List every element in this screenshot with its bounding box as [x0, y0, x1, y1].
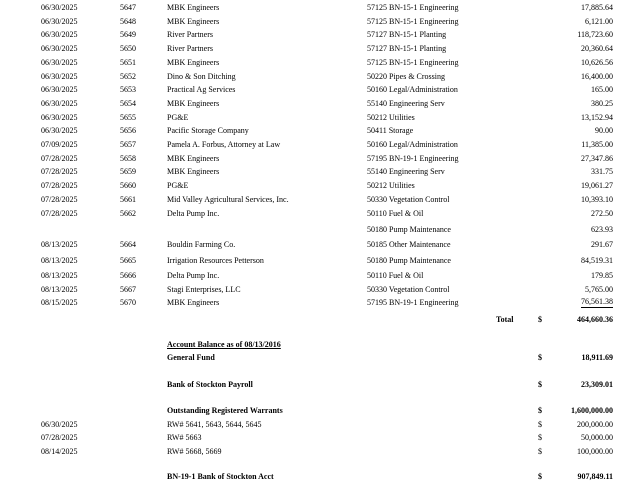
row-date: 07/09/2025: [41, 140, 78, 149]
row-date: 06/30/2025: [41, 85, 78, 94]
table-row: [0, 255, 640, 267]
warrants-currency: $: [538, 406, 542, 415]
warrants-row: [0, 405, 640, 417]
row-account: 50212 Utilities: [367, 113, 415, 122]
row-date: 06/30/2025: [41, 44, 78, 53]
row-check-number: 5654: [120, 99, 136, 108]
table-row: [0, 139, 640, 151]
warrant-amount: 100,000.00: [577, 447, 613, 456]
row-date: 06/30/2025: [41, 99, 78, 108]
warrants-label: Outstanding Registered Warrants: [167, 406, 283, 415]
row-date: 07/28/2025: [41, 154, 78, 163]
warrant-amount: 50,000.00: [581, 433, 613, 442]
total-row: [0, 314, 640, 326]
row-amount: 13,152.94: [581, 113, 613, 122]
row-check-number: 5660: [120, 181, 136, 190]
row-vendor: MBK Engineers: [167, 167, 220, 176]
table-row: [0, 16, 640, 28]
row-date: 07/28/2025: [41, 167, 78, 176]
table-row: [0, 125, 640, 137]
row-date: 08/13/2025: [41, 256, 78, 265]
general-fund-currency: $: [538, 353, 542, 362]
row-amount: 291.67: [591, 240, 613, 249]
bn-acct-amount: 907,849.11: [577, 472, 613, 481]
balance-title: Account Balance as of 08/13/2016: [167, 340, 281, 349]
row-vendor: PG&E: [167, 113, 189, 122]
row-amount: 10,626.56: [581, 58, 613, 67]
row-account: 50180 Pump Maintenance: [367, 256, 451, 265]
row-check-number: 5650: [120, 44, 136, 53]
row-account: 50330 Vegetation Control: [367, 195, 450, 204]
row-check-number: 5658: [120, 154, 136, 163]
table-row: [0, 84, 640, 96]
table-row: [0, 57, 640, 69]
row-amount: 16,400.00: [581, 72, 613, 81]
table-row: [0, 29, 640, 41]
row-vendor: Bouldin Farming Co.: [167, 240, 236, 249]
row-check-number: 5657: [120, 140, 136, 149]
row-vendor: MBK Engineers: [167, 3, 220, 12]
row-check-number: 5665: [120, 256, 136, 265]
row-vendor: MBK Engineers: [167, 17, 220, 26]
row-check-number: 5656: [120, 126, 136, 135]
row-date: 08/13/2025: [41, 240, 78, 249]
row-amount: 6,121.00: [585, 17, 613, 26]
table-row: [0, 2, 640, 14]
row-account: 55140 Engineering Serv: [367, 167, 445, 176]
row-account: 50160 Legal/Administration: [367, 140, 458, 149]
row-vendor: Pacific Storage Company: [167, 126, 249, 135]
row-account: 57125 BN-15-1 Engineering: [367, 3, 459, 12]
warrant-date: 06/30/2025: [41, 420, 78, 429]
row-account: 55140 Engineering Serv: [367, 99, 445, 108]
warrant-row: [0, 432, 640, 444]
warrant-amount: 200,000.00: [577, 420, 613, 429]
warrant-currency: $: [538, 447, 542, 456]
row-check-number: 5647: [120, 3, 136, 12]
row-vendor: River Partners: [167, 44, 213, 53]
total-amount: 464,660.36: [577, 315, 613, 324]
row-amount: 84,519.31: [581, 256, 613, 265]
row-check-number: 5666: [120, 271, 136, 280]
row-amount: 118,723.60: [577, 30, 613, 39]
warrant-currency: $: [538, 420, 542, 429]
row-vendor: MBK Engineers: [167, 99, 220, 108]
warrant-ref: RW# 5641, 5643, 5644, 5645: [167, 420, 262, 429]
row-amount: 20,360.64: [581, 44, 613, 53]
warrant-row: [0, 446, 640, 458]
row-check-number: 5661: [120, 195, 136, 204]
table-row: [0, 166, 640, 178]
row-account: 57127 BN-15-1 Planting: [367, 44, 447, 53]
row-account: 50220 Pipes & Crossing: [367, 72, 446, 81]
row-vendor: River Partners: [167, 30, 213, 39]
warrant-ref: RW# 5663: [167, 433, 202, 442]
table-row: [0, 270, 640, 282]
row-vendor: Mid Valley Agricultural Services, Inc.: [167, 195, 289, 204]
row-account: 50180 Pump Maintenance: [367, 225, 451, 234]
row-check-number: 5651: [120, 58, 136, 67]
table-row: [0, 180, 640, 192]
row-check-number: 5648: [120, 17, 136, 26]
general-fund-amount: 18,911.69: [581, 353, 613, 362]
general-fund-label: General Fund: [167, 353, 215, 362]
row-check-number: 5664: [120, 240, 136, 249]
row-date: 06/30/2025: [41, 3, 78, 12]
row-date: 06/30/2025: [41, 17, 78, 26]
bn-acct-label: BN-19-1 Bank of Stockton Acct: [167, 472, 274, 481]
row-vendor: Stagi Enterprises, LLC: [167, 285, 241, 294]
warrant-currency: $: [538, 433, 542, 442]
row-date: 08/13/2025: [41, 271, 78, 280]
row-check-number: 5655: [120, 113, 136, 122]
payroll-amount: 23,309.01: [581, 380, 613, 389]
row-vendor: Practical Ag Services: [167, 85, 236, 94]
row-amount: 331.75: [591, 167, 613, 176]
row-date: 06/30/2025: [41, 58, 78, 67]
row-date: 07/28/2025: [41, 209, 78, 218]
row-account: 50160 Legal/Administration: [367, 85, 458, 94]
total-currency: $: [538, 315, 542, 324]
row-amount: 380.25: [591, 99, 613, 108]
row-vendor: Dino & Son Ditching: [167, 72, 236, 81]
warrant-ref: RW# 5668, 5669: [167, 447, 222, 456]
row-account: 57125 BN-15-1 Engineering: [367, 17, 459, 26]
bn-acct-currency: $: [538, 472, 542, 481]
warrant-date: 08/14/2025: [41, 447, 78, 456]
table-row: [0, 239, 640, 251]
table-row: [0, 153, 640, 165]
row-vendor: Delta Pump Inc.: [167, 271, 220, 280]
row-check-number: 5662: [120, 209, 136, 218]
payroll-currency: $: [538, 380, 542, 389]
row-account: 57195 BN-19-1 Engineering: [367, 298, 459, 307]
row-check-number: 5670: [120, 298, 136, 307]
row-check-number: 5653: [120, 85, 136, 94]
row-check-number: 5652: [120, 72, 136, 81]
row-amount: 90.00: [595, 126, 613, 135]
row-amount: 272.50: [591, 209, 613, 218]
row-amount: 17,885.64: [581, 3, 613, 12]
table-row: [0, 297, 640, 309]
row-check-number: 5667: [120, 285, 136, 294]
table-row: [0, 208, 640, 220]
row-date: 08/15/2025: [41, 298, 78, 307]
table-row: [0, 284, 640, 296]
row-amount: 27,347.86: [581, 154, 613, 163]
row-date: 06/30/2025: [41, 113, 78, 122]
table-row: [0, 224, 640, 236]
payroll-label: Bank of Stockton Payroll: [167, 380, 253, 389]
row-account: 57125 BN-15-1 Engineering: [367, 58, 459, 67]
row-vendor: MBK Engineers: [167, 58, 220, 67]
table-row: [0, 112, 640, 124]
general-fund-row: [0, 352, 640, 364]
row-check-number: 5649: [120, 30, 136, 39]
row-amount: 76,561.38: [581, 297, 613, 306]
row-amount: 165.00: [591, 85, 613, 94]
row-account: 57195 BN-19-1 Engineering: [367, 154, 459, 163]
row-amount: 10,393.10: [581, 195, 613, 204]
row-amount: 5,765.00: [585, 285, 613, 294]
table-row: [0, 71, 640, 83]
bn-acct-row: [0, 471, 640, 483]
row-amount: 11,385.00: [581, 140, 613, 149]
row-check-number: 5659: [120, 167, 136, 176]
table-row: [0, 98, 640, 110]
row-amount: 179.85: [591, 271, 613, 280]
payroll-row: [0, 379, 640, 391]
row-account: 50110 Fuel & Oil: [367, 209, 424, 218]
row-vendor: MBK Engineers: [167, 298, 220, 307]
row-amount: 19,061.27: [581, 181, 613, 190]
row-amount: 623.93: [591, 225, 613, 234]
row-date: 07/28/2025: [41, 195, 78, 204]
row-date: 07/28/2025: [41, 181, 78, 190]
row-vendor: Pamela A. Forbus, Attorney at Law: [167, 140, 281, 149]
row-vendor: Irrigation Resources Petterson: [167, 256, 264, 265]
warrant-date: 07/28/2025: [41, 433, 78, 442]
row-date: 06/30/2025: [41, 30, 78, 39]
table-row: [0, 194, 640, 206]
row-vendor: PG&E: [167, 181, 189, 190]
row-account: 50185 Other Maintenance: [367, 240, 451, 249]
row-vendor: Delta Pump Inc.: [167, 209, 220, 218]
warrants-amount: 1,600,000.00: [571, 406, 613, 415]
row-account: 50110 Fuel & Oil: [367, 271, 424, 280]
row-account: 50212 Utilities: [367, 181, 415, 190]
table-row: [0, 43, 640, 55]
row-date: 06/30/2025: [41, 72, 78, 81]
row-date: 08/13/2025: [41, 285, 78, 294]
total-label: Total: [496, 315, 514, 324]
row-date: 06/30/2025: [41, 126, 78, 135]
row-account: 50330 Vegetation Control: [367, 285, 450, 294]
row-account: 57127 BN-15-1 Planting: [367, 30, 447, 39]
row-account: 50411 Storage: [367, 126, 414, 135]
warrant-row: [0, 419, 640, 431]
row-vendor: MBK Engineers: [167, 154, 220, 163]
